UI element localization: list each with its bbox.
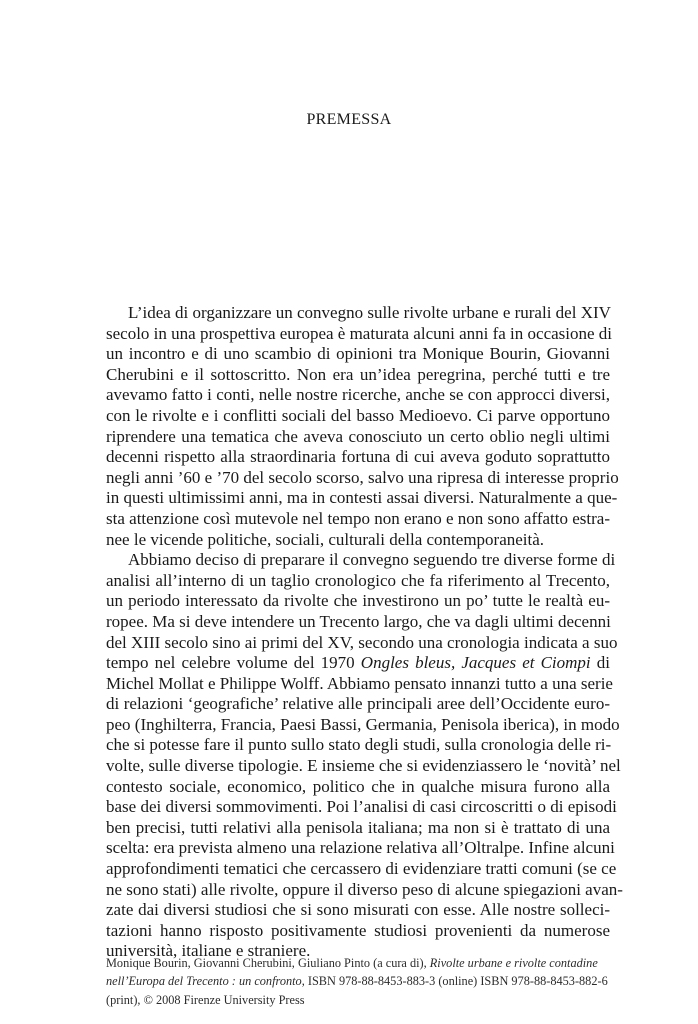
paragraph-line: università, italiane e straniere. — [106, 941, 311, 961]
paragraph-line: L’idea di organizzare un convegno sulle rivolte urbane e rurali del XIV — [128, 303, 611, 322]
text-segment: di — [590, 653, 610, 673]
book-title: Ongles bleus, Jacques et Ciompi — [360, 653, 591, 673]
citation-title: Rivolte urbane e rivolte contadine — [429, 956, 598, 970]
paragraph-line: approfondimenti tematici che cercassero di evidenziare tratti comuni (se ce — [106, 859, 617, 879]
paragraph-line: ben precisi, tutti relativi alla penisola italiana; ma non si è trattato di una — [106, 817, 610, 837]
citation-editors: Monique Bourin, Giovanni Cherubini, Giuliano Pinto (a cura di), — [106, 956, 430, 970]
citation-line — [106, 972, 616, 990]
paragraph-line: peo (Inghilterra, Francia, Paesi Bassi, Germania, Penisola iberica), in modo — [106, 714, 620, 734]
paragraph-line: un incontro e di uno scambio di opinioni tra Monique Bourin, Giovanni — [106, 344, 610, 364]
paragraph-line: base dei diversi sommovimenti. Poi l’analisi di casi circoscritti o di episodi — [106, 797, 617, 817]
paragraph-line: ropee. Ma si deve intendere un Trecento largo, che va dagli ultimi decenni — [106, 611, 611, 631]
paragraph-line: Abbiamo deciso di preparare il convegno seguendo tre diverse forme di — [128, 550, 616, 570]
paragraph-line: analisi all’interno di un taglio cronologico che fa riferimento al Trecento, — [106, 570, 610, 590]
text-segment: tempo nel celebre volume del 1970 — [106, 653, 361, 673]
citation-title: nell’Europa del Trecento : un confronto — [106, 974, 302, 989]
paragraph-line: nee le vicende politiche, sociali, culturali della contemporaneità. — [106, 529, 545, 549]
main-text — [106, 303, 623, 962]
paragraph-1 — [106, 303, 619, 550]
page-title: PREMESSA — [306, 111, 392, 128]
paragraph-line: secolo in una prospettiva europea è maturata alcuni anni fa in occasione di — [106, 323, 613, 343]
citation-isbn: , ISBN 978-88-8453-883-3 (online) ISBN 978-88-8453-882-6 — [301, 974, 608, 989]
citation-line — [106, 954, 616, 972]
citation-footer — [106, 954, 616, 1009]
paragraph-line: decenni rispetto alla straordinaria fortuna di cui aveva goduto soprattutto — [106, 447, 610, 467]
paragraph-line: zate dai diversi studiosi che si sono misurati con esse. Alle nostre solleci- — [106, 900, 610, 920]
paragraph-line: volte, sulle diverse tipologie. E insieme che si evidenziassero le ‘novità’ nel — [106, 756, 621, 776]
paragraph-line: negli anni ’60 e ’70 del secolo scorso, salvo una ripresa di interesse proprio — [106, 467, 619, 487]
paragraph-line: tazioni hanno risposto positivamente studiosi provenienti da numerose — [106, 920, 610, 940]
paragraph-line: sta attenzione così mutevole nel tempo non erano e non sono affatto estra- — [106, 508, 610, 528]
paragraph-line: avevamo fatto i conti, nelle nostre ricerche, anche se con approcci diversi, — [106, 385, 610, 405]
paragraph-line: Michel Mollat e Philippe Wolff. Abbiamo pensato innanzi tutto a una serie — [106, 673, 613, 693]
paragraph-line-with-title — [106, 653, 610, 674]
paragraph-line: ne sono stati) alle rivolte, oppure il diverso peso di alcune spiegazioni avan- — [106, 879, 623, 899]
paragraph-line: del XIII secolo sino ai primi del XV, secondo una cronologia indicata a suo — [106, 632, 618, 652]
paragraph-line: Cherubini e il sottoscritto. Non era un’idea peregrina, perché tutti e tre — [106, 364, 610, 384]
citation-copyright: (print), © 2008 Firenze University Press — [106, 992, 305, 1007]
paragraph-2 — [106, 550, 623, 962]
paragraph-line: riprendere una tematica che aveva conosciuto un certo oblio negli ultimi — [106, 426, 610, 446]
paragraph-line: che si potesse fare il punto sullo stato degli studi, sulla cronologia delle ri- — [106, 735, 612, 755]
paragraph-line: contesto sociale, economico, politico che in qualche misura furono alla — [106, 776, 610, 796]
paragraph-line: un periodo interessato da rivolte che investirono un po’ tutte le realtà eu- — [106, 591, 610, 611]
paragraph-line: con le rivolte e i conflitti sociali del basso Medioevo. Ci parve opportuno — [106, 405, 610, 425]
paragraph-line: di relazioni ‘geografiche’ relative alle principali aree dell’Occidente euro- — [106, 694, 610, 714]
paragraph-line: scelta: era prevista almeno una relazione relativa all’Oltralpe. Infine alcuni — [106, 838, 615, 858]
paragraph-line: in questi ultimissimi anni, ma in contesti assai diversi. Naturalmente a que- — [106, 488, 618, 508]
